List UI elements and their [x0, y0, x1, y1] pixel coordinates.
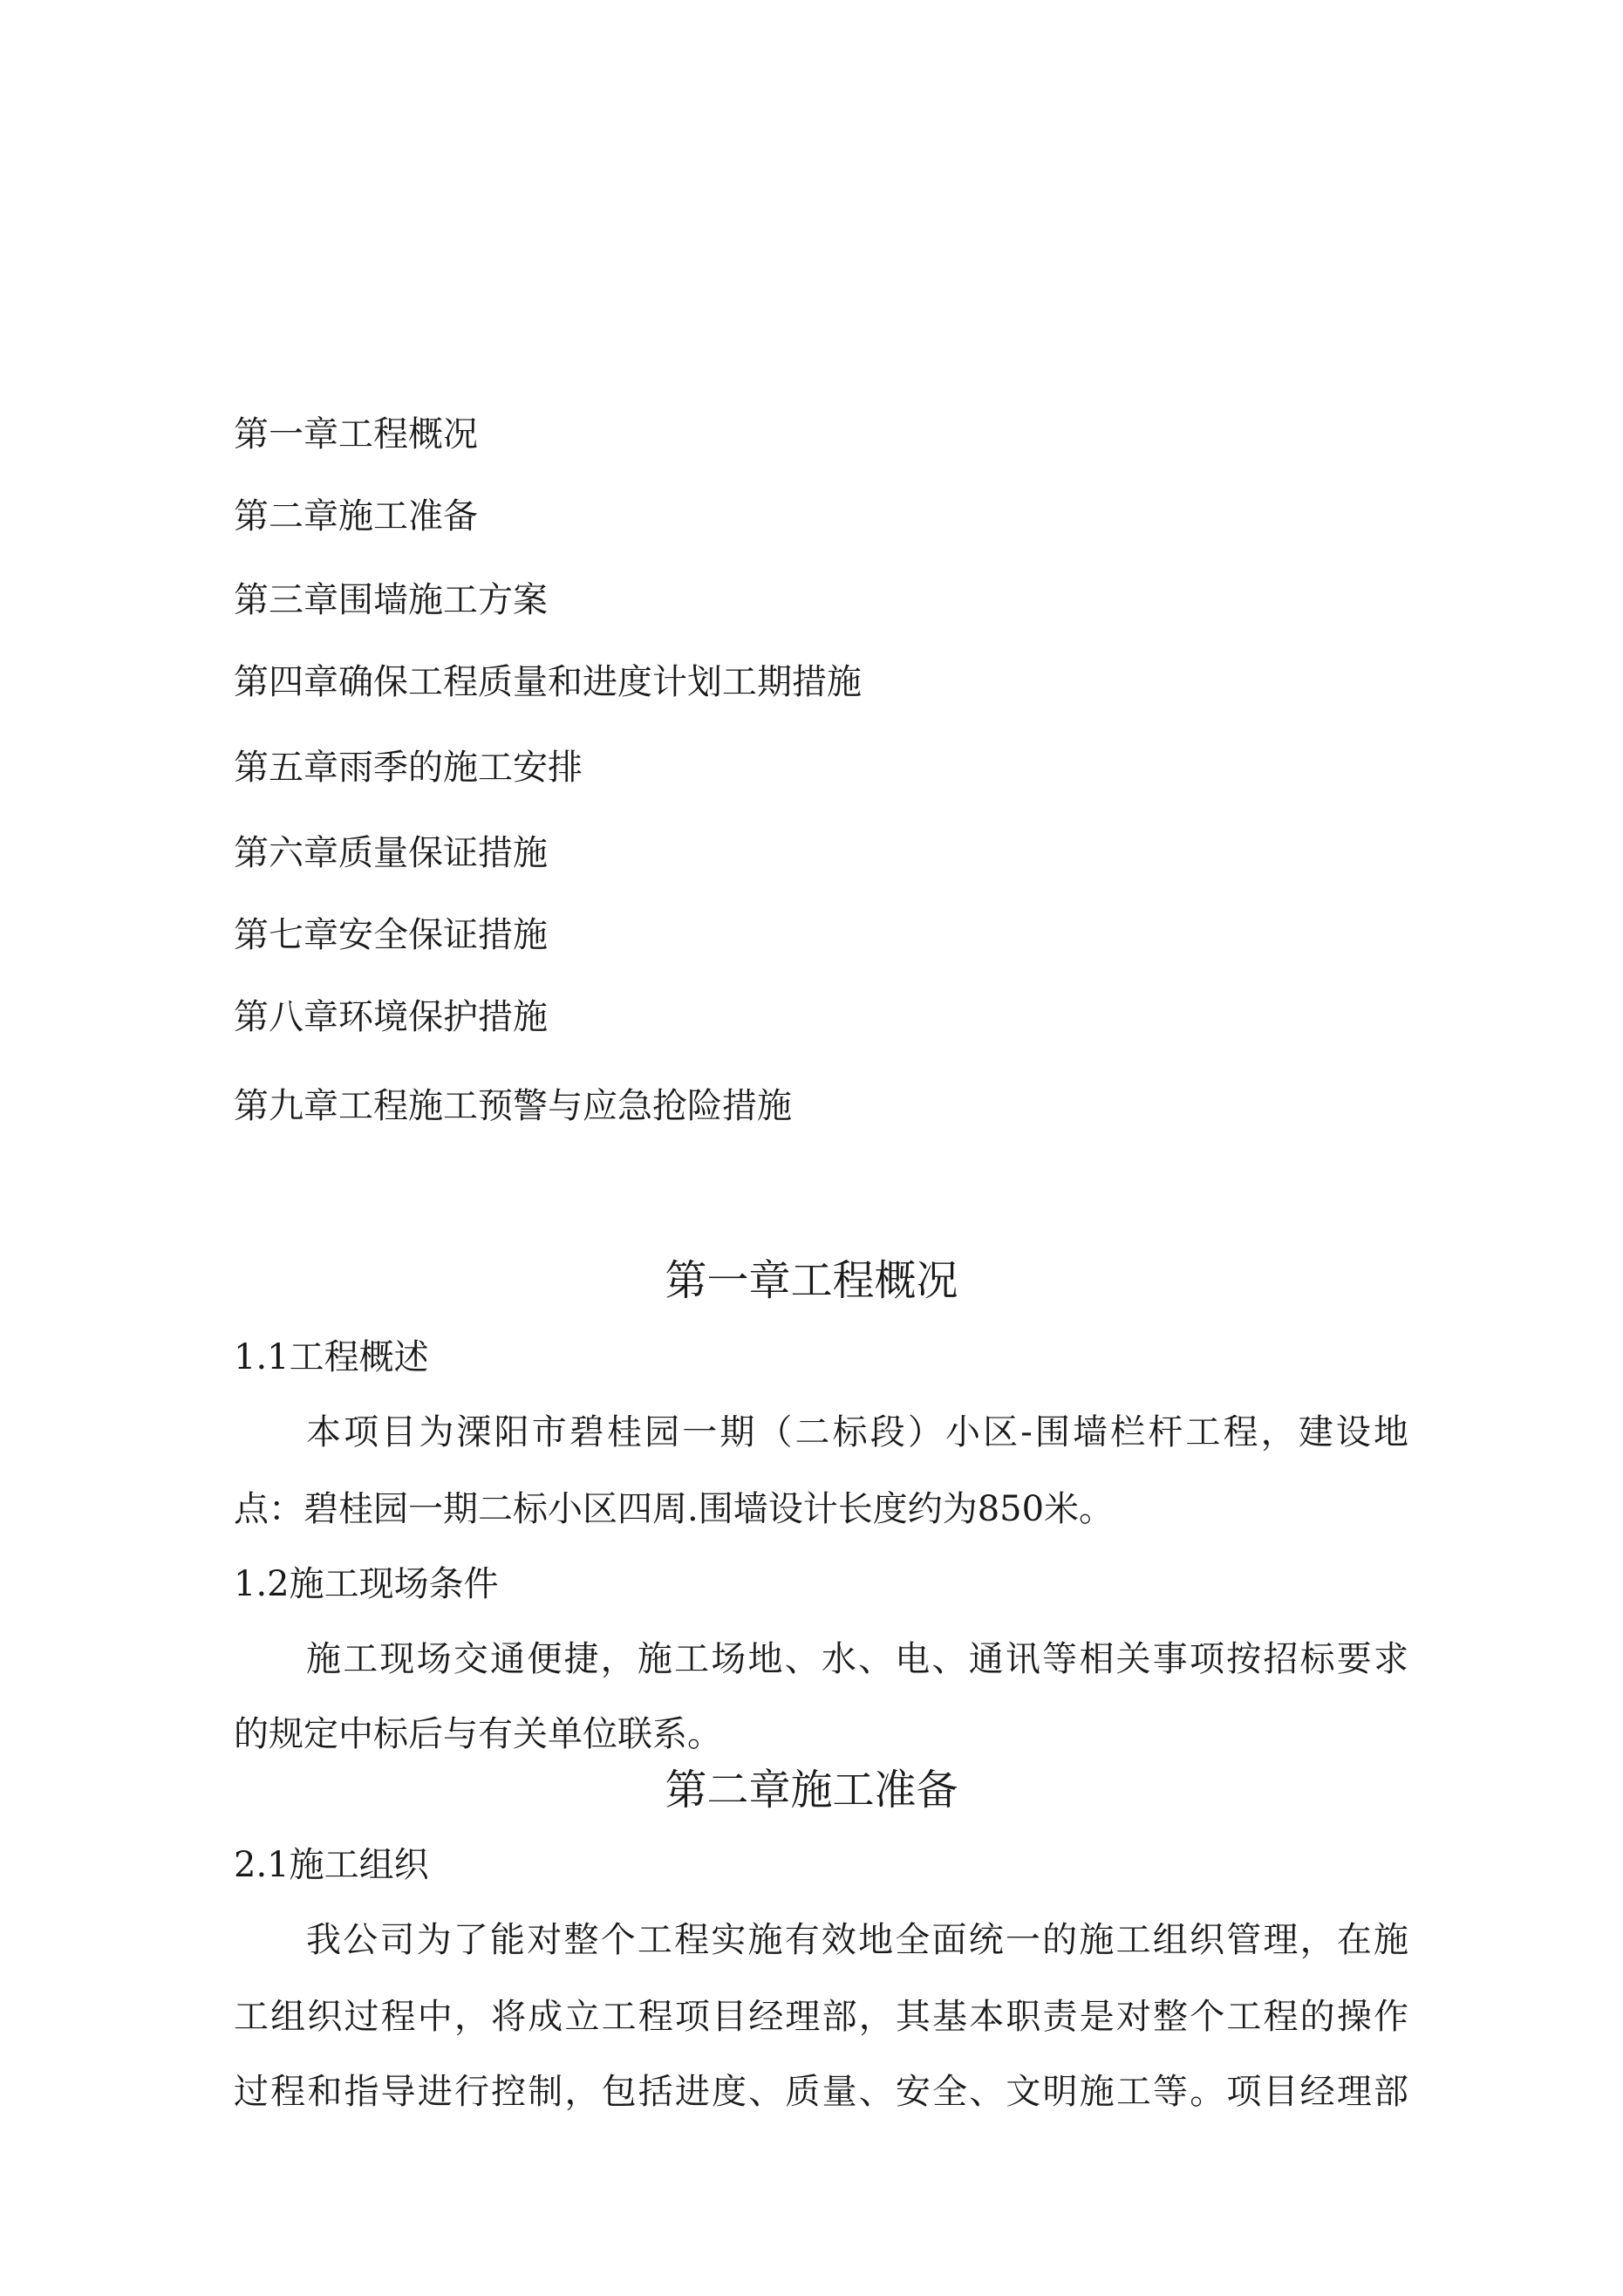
- toc-item-chapter-7[interactable]: 第七章安全保证措施: [234, 915, 548, 955]
- section-2-1-heading: 2.1施工组织: [234, 1845, 429, 1885]
- toc-item-chapter-6[interactable]: 第六章质量保证措施: [234, 833, 548, 873]
- section-1-2-heading: 1.2施工现场条件: [234, 1564, 499, 1604]
- section-1-2-text-line-1: 施工现场交通便捷，施工场地、水、电、通讯等相关事项按招标要求: [306, 1639, 1408, 1679]
- section-1-1-heading: 1.1工程概述: [234, 1337, 429, 1377]
- toc-item-chapter-9[interactable]: 第九章工程施工预警与应急抢险措施: [234, 1086, 792, 1126]
- section-2-1-text-line-3: 过程和指导进行控制，包括进度、质量、安全、文明施工等。项目经理部: [234, 2072, 1408, 2112]
- section-1-2-text-line-2: 的规定中标后与有关单位联系。: [234, 1714, 722, 1754]
- toc-item-chapter-4[interactable]: 第四章确保工程质量和进度计划工期措施: [234, 662, 862, 702]
- section-2-1-text-line-2: 工组织过程中，将成立工程项目经理部，其基本职责是对整个工程的操作: [234, 1997, 1408, 2037]
- chapter-2-title: 第二章施工准备: [665, 1766, 958, 1814]
- toc-item-chapter-3[interactable]: 第三章围墙施工方案: [234, 580, 548, 620]
- section-2-1-text-line-1: 我公司为了能对整个工程实施有效地全面统一的施工组织管理，在施: [306, 1920, 1408, 1960]
- section-1-1-text-line-2: 点：碧桂园一期二标小区四周.围墙设计长度约为850米。: [234, 1489, 1115, 1529]
- chapter-1-title: 第一章工程概况: [665, 1256, 958, 1305]
- toc-item-chapter-5[interactable]: 第五章雨季的施工安排: [234, 748, 583, 788]
- section-1-1-text-line-1: 本项目为溧阳市碧桂园一期（二标段）小区-围墙栏杆工程，建设地: [306, 1412, 1408, 1452]
- toc-item-chapter-2[interactable]: 第二章施工准备: [234, 496, 478, 536]
- toc-item-chapter-8[interactable]: 第八章环境保护措施: [234, 997, 548, 1037]
- toc-item-chapter-1[interactable]: 第一章工程概况: [234, 414, 478, 454]
